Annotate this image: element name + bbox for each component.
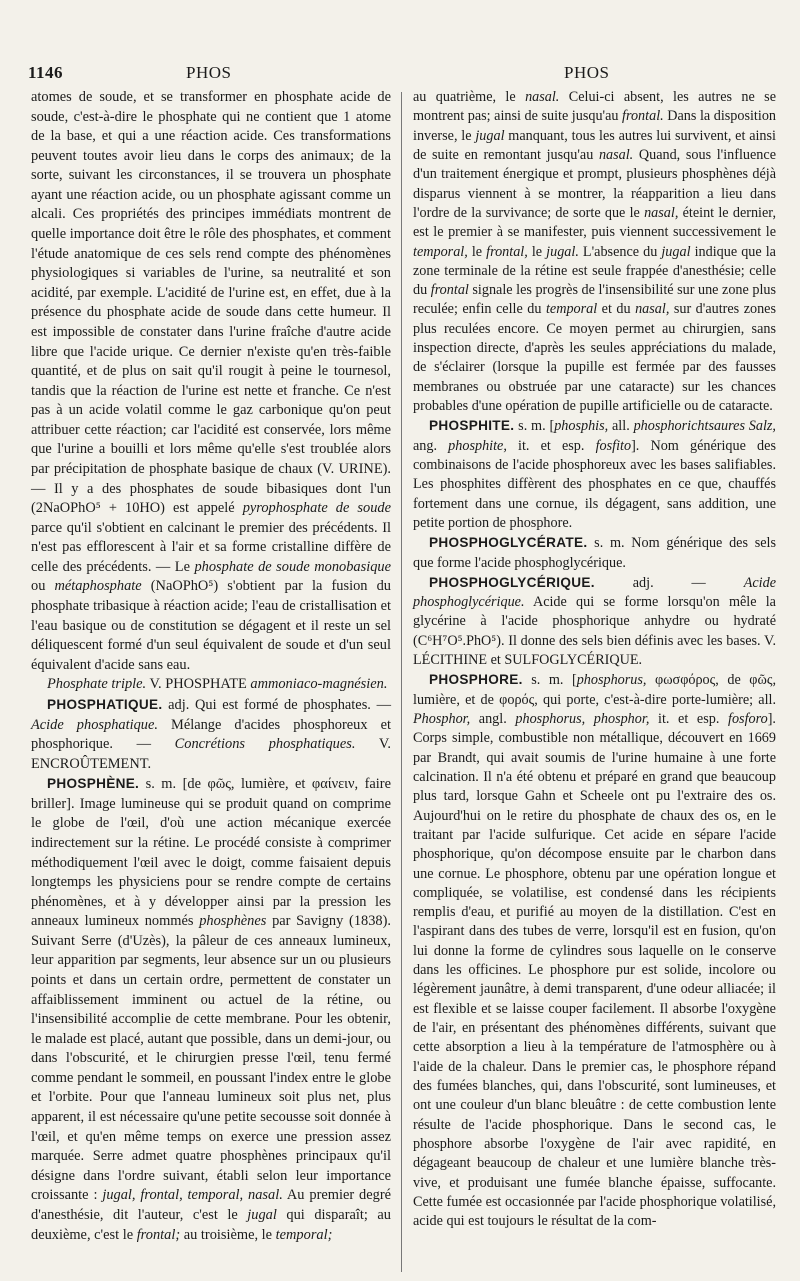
- entry-phosphore: PHOSPHORE. s. m. [phosphorus, φωσφόρος, de φῶς, lumière, et de φορός, qui porte, c'est-à-dire porte-lumière; all. Phosphor, angl. phosphorus, phosphor, it. et esp. fosforo]. Corps simple, combustible non métallique, découvert en 1669 par Brandt, qui avait soumis de l'urine humaine à une forte calcination. Il n'a été obtenu et préparé en grand que beaucoup plus tard, lorsque Gahn et Scheele ont pu l'extraire des os. Aujourd'hui on le retire du phosphate de chaux des os, en le traitant par l'acide sulfurique. Cet acide en sépare l'acide phosphorique, qu'on décompose ensuite par le charbon dans une cornue. Le phosphore, obtenu par une opération longue et compliquée, se volatilise, est condensé dans les récipients remplis d'eau, et purifié au moyen de la distillation. C'est en l'aspirant dans des tubes de verre, lorsqu'il est en fusion, qu'on lui donne la forme de cylindres sous laquelle on le conserve dans les officines. Le phosphore pur est solide, incolore ou légèrement jaunâtre, à demi transparent, d'une odeur alliacée; il est flexible et se laisse couper facilement. Il absorbe l'oxygène de l'air, en présentant des phénomènes différents, suivant que cette absorption a lieu à la température de l'atmosphère ou à l'aide de la chaleur. Dans le premier cas, le phosphore répand des fumées blanches, qui, dans l'obscurité, sont lumineuses, et ont une couleur d'un blanc bleuâtre : de cette combustion lente résulte de l'acide phosphorique. Dans le second cas, le phosphore absorbe l'oxygène de l'air avec rapidité, en dégageant beaucoup de chaleur et une lumière blanche très-vive, et produisant une fumée blanche épaisse, suffocante. Cette fumée est occasionnée par l'acide phosphorique volatilisé, acide qui est toujours le résultat de la com-: [413, 672, 776, 1230]
- headword: PHOSPHORE.: [429, 672, 523, 688]
- page-number: 1146: [28, 63, 64, 82]
- entry-phosphite: PHOSPHITE. s. m. [phosphis, all. phosphorichtsaures Salz, ang. phosphite, it. et esp. fosfito]. Nom générique des combinaisons de l'acide phosphoreux avec les bases salifiables. Les phosphites diffèrent des phosphates en ce que, chauffés fortement dans une cornue, ils dégagent, sans addition, une petite portion de phosphore.: [413, 418, 776, 531]
- headword: PHOSPHÈNE.: [47, 776, 140, 792]
- paragraph-phosphene-continued: au quatrième, le nasal. Celui-ci absent, les autres ne se montrent pas; ainsi de suite jusqu'au frontal. Dans la disposition inverse, le jugal manquant, tous les autres lui survivent, et ainsi de suite en remontant jusqu'au nasal. Quand, sous l'influence d'un traitement énergique et prompt, plusieurs phosphènes déjà disparus viennent à se montrer, la réapparition a lieu dans l'ordre de la survivance; de sorte que le nasal, éteint le dernier, est le premier à se manifester, puis viennent successivement le temporal, le frontal, le jugal. L'absence du jugal indique que la zone terminale de la rétine est seule frappée d'anesthésie; celle du frontal signale les progrès de l'insensibilité sur une zone plus reculée; enfin celle du temporal et du nasal, sur d'autres zones plus reculées encore. Ce moyen permet au chirurgien, sans inspection directe, d'après les seules appréciations du malade, de s'éclairer (lorsque la pupille est fermée par des fausses membranes ou obstruée par une cataracte) sur les chances probables d'une opération de pupille artificielle ou de cataracte.: [413, 89, 777, 414]
- paragraph-phosphate-continued: atomes de soude, et se transformer en phosphate acide de soude, c'est-à-dire le phosphate qui ne contient que 1 atome de la base, et qui a une réaction acide. Ces transformations peuvent toutes avoir lieu dans le corps des animaux; de la sorte, suivant les circonstances, il se trouvera un phosphate ayant une réaction acide, ou un phosphate agissant comme un alcali. Ces propriétés des principes immédiats montrent de quelle importance doit être le rôle des phosphates, et comment l'étude anatomique de ces sels rend compte des phénomènes physiologiques si variables de l'urine, sa neutralité et son acidité, par exemple. L'acidité de l'urine est, en effet, due à la présence du phosphate acide de soude dans cette humeur. Il est impossible de constater dans l'urine fraîche d'autre acide libre que l'acide urique. Ce dernier n'existe qu'en très-faible quantité, et de plus on sait qu'il rougit à peine le tournesol, tandis que la réaction de l'urine est nette et franche. Ce n'est pas à un acide volatil comme le gaz carbonique qu'on peut attribuer cette réaction; car l'acidité est conservée, lors même que l'urine a bouilli et lors même qu'elle s'est troublée alors par précipitation de phosphate basique de chaux (V. URINE). — Il y a des phosphates de soude bibasiques dont l'un (2NaOPhO⁵ + 10HO) est appelé pyrophosphate de soude parce qu'il s'obtient en calcinant le premier des précédents. Il n'est pas efflorescent à l'air et sa forme cristalline diffère de celle des précédents. — Le phosphate de soude monobasique ou métaphosphate (NaOPhO⁵) s'obtient par la fusion du phosphate tribasique à réaction acide; l'eau de cristallisation et l'eau basique ou de constitution se dégagent et il reste un sel déliquescent formé d'un seul équivalent de soude et d'un seul équivalent d'acide sans eau.: [31, 89, 391, 673]
- running-head-right: PHOS: [564, 63, 610, 82]
- right-column: [413, 88, 776, 1231]
- left-column: [31, 88, 391, 1245]
- headword: PHOSPHATIQUE.: [47, 696, 163, 712]
- headword: PHOSPHOGLYCÉRATE.: [429, 535, 588, 551]
- headword: PHOSPHOGLYCÉRIQUE.: [429, 574, 595, 590]
- column-divider: [401, 92, 402, 1272]
- paragraph-phosphate-triple: Phosphate triple. V. PHOSPHATE ammoniaco-magnésien.: [47, 676, 388, 693]
- entry-phosphoglycerate: PHOSPHOGLYCÉRATE. s. m. Nom générique des sels que forme l'acide phosphoglycérique.: [413, 535, 776, 571]
- running-head-left: PHOS: [186, 63, 232, 82]
- entry-phosphoglycerique: PHOSPHOGLYCÉRIQUE. adj. — Acide phosphoglycérique. Acide qui se forme lorsqu'on mêle la glycérine à l'acide phosphorique anhydre ou hydraté (C⁶H⁷O⁵.PhO⁵). Il donne des sels bien définis avec les bases. V. LÉCITHINE et SULFOGLYCÉRIQUE.: [413, 574, 776, 669]
- entry-phosphene: PHOSPHÈNE. s. m. [de φῶς, lumière, et φαίνειν, faire briller]. Image lumineuse qui se produit quand on comprime le globe de l'œil, d'où une action mécanique exercée indirectement sur la rétine. Le procédé consiste à comprimer méthodiquement l'œil avec le doigt, comme faisaient depuis longtemps les physiciens pour se rendre compte de certains phénomènes, et à y développer ainsi par la pression les anneaux lumineux nommés phosphènes par Savigny (1838). Suivant Serre (d'Uzès), la pâleur de ces anneaux lumineux, leur apparition par segments, leur absence sur un ou plusieurs points et dans un certain ordre, permettent de constater un affaiblissement imminent ou actuel de la rétine, ou l'insensibilité accomplie de cette membrane. Pour les obtenir, le malade est placé, autant que possible, dans un demi-jour, ou dans l'obscurité, et le chirurgien presse l'œil, tenu fermé comme pendant le sommeil, en poussant l'index entre le globe et l'orbite. Pour que l'anneau lumineux soit plus net, plus apparent, il est nécessaire qu'une petite secousse soit donnée à l'œil, et qu'en même temps on exerce une pression assez marquée. Serre admet quatre phosphènes principaux qu'il désigne dans l'ordre suivant, établi selon leur importance croissante : jugal, frontal, temporal, nasal. Au premier degré d'anesthésie, dit l'auteur, c'est le jugal qui disparaît; au deuxième, c'est le frontal; au troisième, le temporal;: [31, 776, 391, 1243]
- entry-phosphatique: PHOSPHATIQUE. adj. Qui est formé de phosphates. — Acide phosphatique. Mélange d'acides phosphoreux et phosphorique. — Concrétions phosphatiques. V. ENCROÛTEMENT.: [31, 696, 391, 772]
- headword: PHOSPHITE.: [429, 418, 515, 434]
